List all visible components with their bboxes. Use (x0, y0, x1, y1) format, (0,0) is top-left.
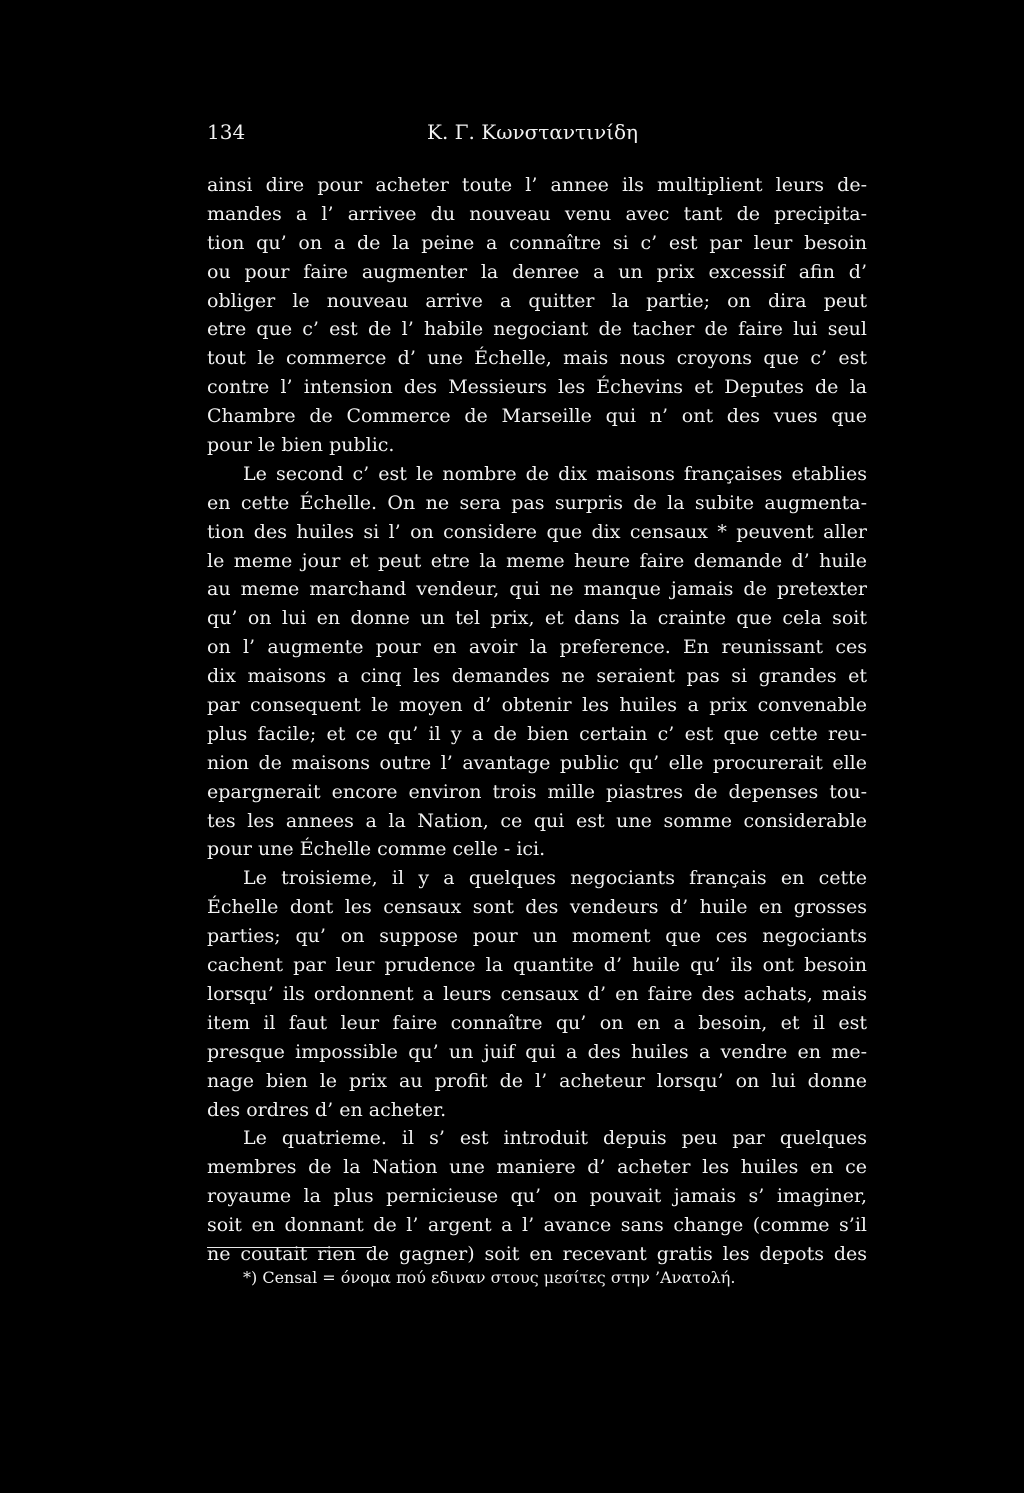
text-line: en cette Échelle. On ne sera pas surpris de la subite augmenta- (207, 491, 867, 514)
running-head: Κ. Γ. Κωνσταντινίδη (427, 120, 638, 144)
text-line: nage bien le prix au profit de l’ acheteur lorsqu’ on lui donne (207, 1069, 867, 1092)
text-line: etre que c’ est de l’ habile negociant de tacher de faire lui seul (207, 318, 867, 341)
text-line: contre l’ intension des Messieurs les Échevins et Deputes de la (207, 376, 867, 399)
text-line: tion des huiles si l’ on considere que dix censaux * peuvent aller (207, 520, 867, 543)
text-line: Le quatrieme. il s’ est introduit depuis peu par quelques (243, 1127, 867, 1150)
text-line: pour le bien public. (207, 434, 395, 457)
text-line: qu’ on lui en donne un tel prix, et dans la crainte que cela soit (207, 607, 867, 630)
page-number: 134 (207, 120, 246, 144)
text-line: tout le commerce d’ une Échelle, mais nous croyons que c’ est (207, 347, 867, 370)
text-line: presque impossible qu’ un juif qui a des huiles a vendre en me- (207, 1040, 867, 1063)
text-line: on l’ augmente pour en avoir la preference. En reunissant ces (207, 636, 867, 659)
text-line: item il faut leur faire connaître qu’ on en a besoin, et il est (207, 1011, 867, 1034)
text-line: ainsi dire pour acheter toute l’ annee ils multiplient leurs de- (207, 174, 867, 196)
text-line: tion qu’ on a de la peine a connaître si c’ est par leur besoin (207, 231, 867, 254)
footnote-rule (207, 1247, 372, 1248)
text-line: ou pour faire augmenter la denree a un prix excessif afin d’ (207, 260, 867, 283)
text-line: au meme marchand vendeur, qui ne manque jamais de pretexter (207, 578, 867, 601)
text-line: epargnerait encore environ trois mille piastres de depenses tou- (207, 780, 867, 803)
text-line: soit en donnant de l’ argent a l’ avance sans change (comme s’il (207, 1214, 867, 1237)
text-line: le meme jour et peut etre la meme heure faire demande d’ huile (207, 549, 867, 572)
text-line: royaume la plus pernicieuse qu’ on pouvait jamais s’ imaginer, (207, 1185, 867, 1208)
page-header (207, 120, 867, 154)
text-line: Le second c’ est le nombre de dix maisons françaises etablies (243, 462, 867, 485)
text-line: cachent par leur prudence la quantite d’ huile qu’ ils ont besoin (207, 954, 867, 977)
text-line: parties; qu’ on suppose pour un moment que ces negociants (207, 925, 867, 948)
text-line: ne coutait rien de gagner) soit en recevant gratis les depots des (207, 1242, 867, 1265)
text-line: des ordres d’ en acheter. (207, 1098, 447, 1121)
text-line: mandes a l’ arrivee du nouveau venu avec tant de precipita- (207, 202, 867, 225)
text-line: lorsqu’ ils ordonnent a leurs censaux d’ en faire des achats, mais (207, 982, 867, 1005)
text-line: Le troisieme, il y a quelques negociants français en cette (243, 867, 867, 890)
footnote: *) Censal = όνομα πού εδιναν στους μεσίτες στην ’Ανατολή. (243, 1268, 736, 1287)
text-line: nion de maisons outre l’ avantage public qu’ elle procurerait elle (207, 751, 867, 774)
text-line: obliger le nouveau arrive a quitter la partie; on dira peut (207, 289, 867, 312)
body-text (207, 171, 867, 1269)
text-line: Échelle dont les censaux sont des vendeurs d’ huile en grosses (207, 896, 867, 919)
text-line: par consequent le moyen d’ obtenir les huiles a prix convenable (207, 694, 867, 717)
text-line: pour une Échelle comme celle - ici. (207, 838, 546, 861)
text-line: plus facile; et ce qu’ il y a de bien certain c’ est que cette reu- (207, 722, 867, 745)
text-line: dix maisons a cinq les demandes ne seraient pas si grandes et (207, 665, 867, 688)
text-line: membres de la Nation une maniere d’ acheter les huiles en ce (207, 1156, 867, 1179)
text-line: Chambre de Commerce de Marseille qui n’ ont des vues que (207, 405, 867, 428)
text-line: tes les annees a la Nation, ce qui est une somme considerable (207, 809, 867, 832)
